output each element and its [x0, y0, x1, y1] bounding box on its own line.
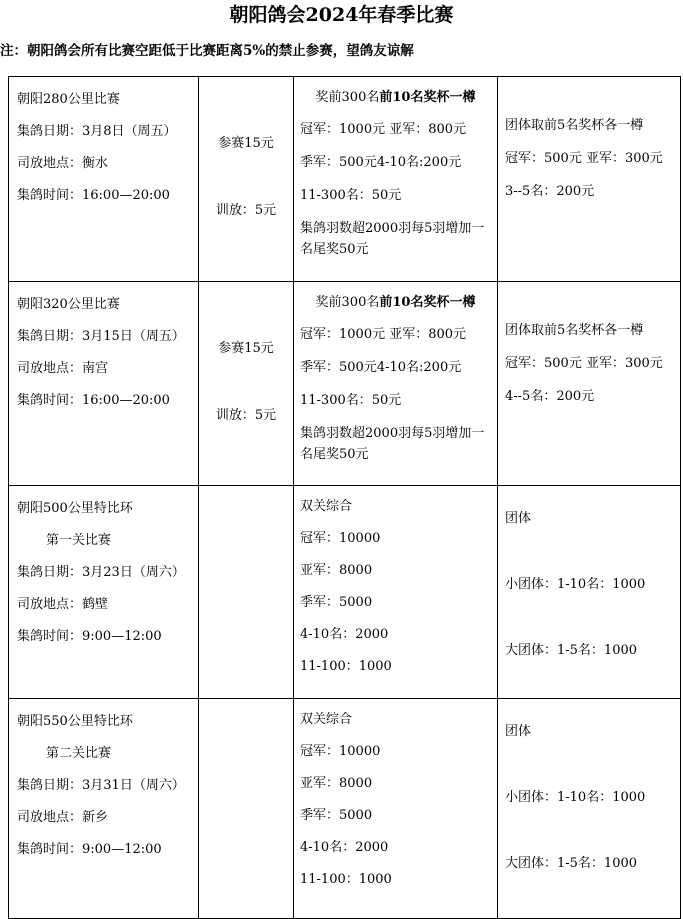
prize-line: 冠军：1000元 亚军：800元 — [300, 327, 467, 342]
prize-line: 季军：5000 — [300, 808, 373, 823]
release-location: 司放地点：衡水 — [17, 156, 109, 171]
table-row — [9, 486, 681, 699]
team-line: 小团体：1-10名：1000 — [505, 577, 646, 592]
team-cell — [498, 699, 681, 919]
prize-cell — [294, 282, 498, 486]
team-cell — [498, 77, 681, 282]
team-cell — [498, 486, 681, 699]
race-name: 朝阳500公里特比环 — [17, 501, 133, 516]
table-row — [9, 77, 681, 282]
prize-line: 11-300名：50元 — [300, 188, 402, 203]
prize-extra: 集鸽羽数超2000羽每5羽增加一名尾奖50元 — [300, 221, 485, 257]
team-line: 冠军：500元 亚军：300元 — [505, 356, 663, 371]
prize-cell — [294, 77, 498, 282]
team-line: 小团体：1-10名：1000 — [505, 790, 646, 805]
race-stage: 第二关比赛 — [46, 746, 112, 761]
page-title: 朝阳鸽会2024年春季比赛 — [229, 4, 454, 26]
team-line: 团体取前5名奖杯各一樽 — [505, 118, 644, 133]
entry-fee: 参赛15元 — [218, 341, 274, 356]
collection-time: 集鸽时间：9:00—12:00 — [17, 842, 162, 857]
race-info-cell — [9, 486, 199, 699]
training-fee: 训放：5元 — [215, 203, 277, 218]
prize-line: 冠军：10000 — [300, 531, 381, 546]
prize-line: 冠军：1000元 亚军：800元 — [300, 122, 467, 137]
prize-line: 季军：5000 — [300, 595, 373, 610]
prize-line: 冠军：10000 — [300, 744, 381, 759]
team-line: 大团体：1-5名：1000 — [505, 856, 638, 871]
prize-cell — [294, 486, 498, 699]
team-title: 团体 — [505, 511, 532, 526]
entry-fee: 参赛15元 — [218, 136, 274, 151]
race-date: 集鸽日期：3月15日（周五） — [17, 329, 185, 344]
race-name: 朝阳280公里比赛 — [17, 92, 120, 107]
race-date: 集鸽日期：3月23日（周六） — [17, 565, 185, 580]
team-line: 大团体：1-5名：1000 — [505, 643, 638, 658]
race-name: 朝阳320公里比赛 — [17, 297, 120, 312]
race-date: 集鸽日期：3月31日（周六） — [17, 778, 185, 793]
fee-cell — [199, 486, 294, 699]
prize-line: 亚军：8000 — [300, 563, 373, 578]
prize-line: 11-100：1000 — [300, 659, 392, 674]
collection-time: 集鸽时间：9:00—12:00 — [17, 629, 162, 644]
team-line: 4--5名：200元 — [505, 389, 595, 404]
release-location: 司放地点：南宫 — [17, 361, 109, 376]
race-info-cell — [9, 699, 199, 919]
race-schedule-table — [8, 76, 681, 919]
prize-title: 双关综合 — [300, 712, 353, 727]
prize-line: 季军：500元4-10名:200元 — [300, 360, 462, 375]
team-cell — [498, 282, 681, 486]
prize-line: 11-100：1000 — [300, 872, 392, 887]
collection-time: 集鸽时间：16:00—20:00 — [17, 393, 170, 408]
prize-cell — [294, 699, 498, 919]
race-stage: 第一关比赛 — [46, 533, 112, 548]
team-line: 团体取前5名奖杯各一樽 — [505, 323, 644, 338]
prize-line: 季军：500元4-10名:200元 — [300, 155, 462, 170]
prize-line: 4-10名：2000 — [300, 840, 389, 855]
prize-header: 奖前300名前10名奖杯一樽 — [315, 90, 476, 105]
team-line: 冠军：500元 亚军：300元 — [505, 151, 663, 166]
release-location: 司放地点：新乡 — [17, 810, 109, 825]
prize-extra: 集鸽羽数超2000羽每5羽增加一名尾奖50元 — [300, 426, 485, 462]
prize-line: 亚军：8000 — [300, 776, 373, 791]
prize-line: 11-300名：50元 — [300, 393, 402, 408]
prize-line: 4-10名：2000 — [300, 627, 389, 642]
race-info-cell — [9, 77, 199, 282]
prize-title: 双关综合 — [300, 499, 353, 514]
race-date: 集鸽日期：3月8日（周五） — [17, 124, 177, 139]
table-row — [9, 699, 681, 919]
team-title: 团体 — [505, 724, 532, 739]
fee-cell — [199, 699, 294, 919]
collection-time: 集鸽时间：16:00—20:00 — [17, 188, 170, 203]
race-name: 朝阳550公里特比环 — [17, 714, 133, 729]
fee-cell — [199, 77, 294, 282]
training-fee: 训放：5元 — [215, 408, 277, 423]
prize-header: 奖前300名前10名奖杯一樽 — [315, 295, 476, 310]
table-row — [9, 282, 681, 486]
fee-cell — [199, 282, 294, 486]
release-location: 司放地点：鹤壁 — [17, 597, 109, 612]
notice-text: 注：朝阳鸽会所有比赛空距低于比赛距离5%的禁止参赛，望鸽友谅解 — [0, 43, 414, 59]
race-info-cell — [9, 282, 199, 486]
team-line: 3--5名：200元 — [505, 184, 595, 199]
